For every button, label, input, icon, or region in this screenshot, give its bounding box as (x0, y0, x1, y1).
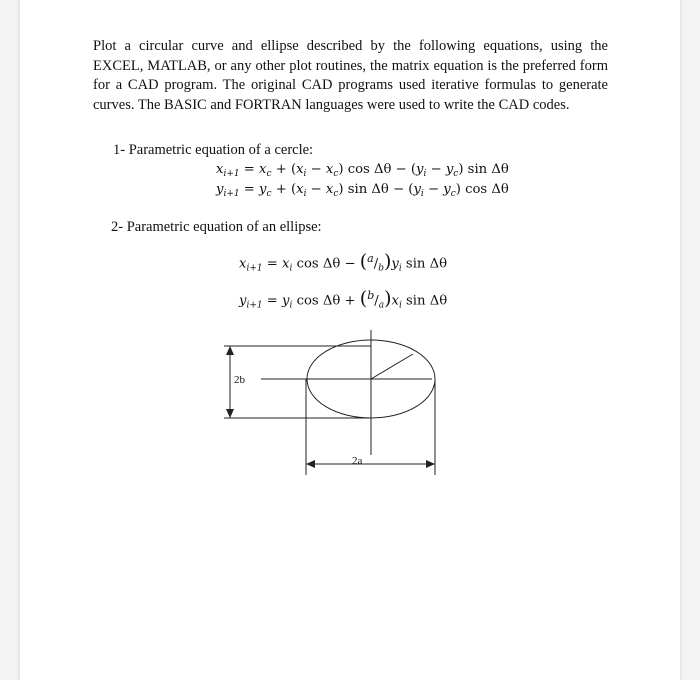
ellipse-equation-y: $y_{i+1} = y_i$ $\cos \Delta\theta + (^b/_a)x_i$ sin Δθ (239, 287, 448, 311)
ellipse-heading: 2- Parametric equation of an ellipse: (111, 219, 322, 235)
ellipse-shape (307, 340, 435, 418)
problem-statement: Plot a circular curve and ellipse described by the following equations, using the EXCEL, MATLAB, or any other plot routines, the matrix equation is the preferred form for a CAD program. The original CAD programs used iterative formulas to generate curves. The BASIC and FORTRAN languages were used to write the CAD codes. (93, 38, 608, 113)
document-page (20, 0, 680, 680)
arrow-down (226, 409, 234, 418)
circle-heading: 1- Parametric equation of a cercle: (113, 142, 314, 158)
arrow-up (226, 346, 234, 355)
height-label: 2b (234, 374, 245, 386)
circle-equation-y: $y_{i+1} = y_c + (x_i - x_c)$ $\sin \Delta\theta - (y_i - y_c)$ cos Δθ (216, 182, 509, 199)
width-label: 2a (352, 455, 363, 467)
ellipse-equation-x: $x_{i+1} = x_i$ $\cos \Delta\theta - (^a/_b)y_i$ sin Δθ (239, 250, 448, 274)
radius-line (371, 354, 413, 379)
circle-equation-x: $x_{i+1} = x_c + (x_i - x_c)$ $\cos \Delta\theta - (y_i - y_c)$ sin Δθ (216, 162, 509, 179)
arrow-right (426, 460, 435, 468)
arrow-left (306, 460, 315, 468)
